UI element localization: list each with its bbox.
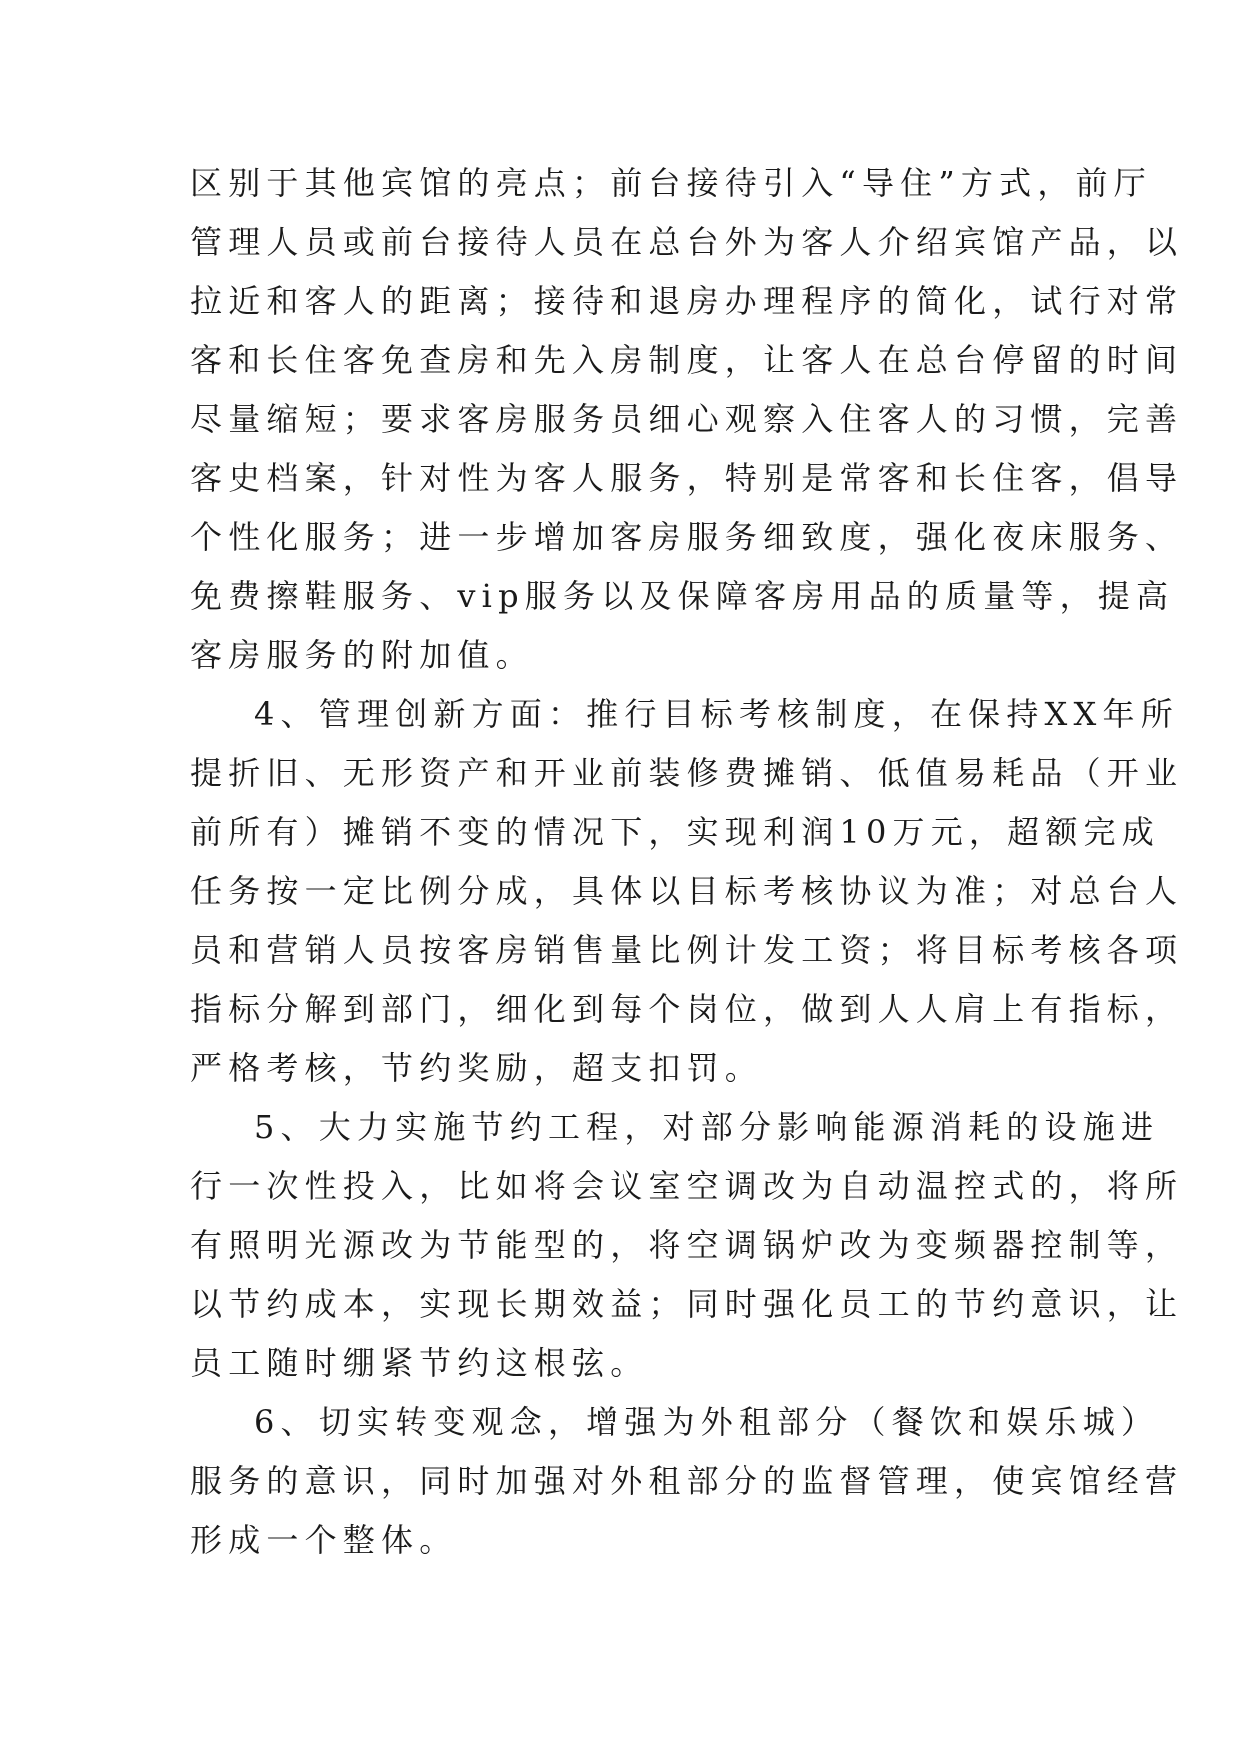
text-line: 前所有）摊销不变的情况下，实现利润10万元，超额完成 — [190, 813, 1160, 851]
paragraph-5-first-line: 5、大力实施节约工程，对部分影响能源消耗的设施进 — [254, 1108, 1160, 1146]
text-line: 指标分解到部门，细化到每个岗位，做到人人肩上有指标， — [190, 990, 1184, 1028]
paragraph-6-first-line: 6、切实转变观念，增强为外租部分（餐饮和娱乐城） — [254, 1403, 1160, 1441]
text-line: 员工随时绷紧节约这根弦。 — [190, 1344, 649, 1382]
text-line: 有照明光源改为节能型的，将空调锅炉改为变频器控制等， — [190, 1226, 1184, 1264]
text-line: 严格考核，节约奖励，超支扣罚。 — [190, 1049, 764, 1087]
text-line: 服务的意识，同时加强对外租部分的监督管理，使宾馆经营 — [190, 1462, 1184, 1500]
text-line: 客史档案，针对性为客人服务，特别是常客和长住客，倡导 — [190, 459, 1184, 497]
text-line: 形成一个整体。 — [190, 1521, 458, 1559]
text-line: 客房服务的附加值。 — [190, 636, 534, 674]
document-body — [190, 154, 1184, 1570]
text-line: 任务按一定比例分成，具体以目标考核协议为准；对总台人 — [190, 872, 1184, 910]
text-line: 拉近和客人的距离；接待和退房办理程序的简化，试行对常 — [190, 282, 1184, 320]
text-line: 管理人员或前台接待人员在总台外为客人介绍宾馆产品，以 — [190, 223, 1184, 261]
text-line: 以节约成本，实现长期效益；同时强化员工的节约意识，让 — [190, 1285, 1184, 1323]
text-line: 员和营销人员按客房销售量比例计发工资；将目标考核各项 — [190, 931, 1184, 969]
text-line: 客和长住客免查房和先入房制度，让客人在总台停留的时间 — [190, 341, 1184, 379]
text-line: 行一次性投入，比如将会议室空调改为自动温控式的，将所 — [190, 1167, 1184, 1205]
text-line: 尽量缩短；要求客房服务员细心观察入住客人的习惯，完善 — [190, 400, 1184, 438]
text-line: 免费擦鞋服务、vip服务以及保障客房用品的质量等，提高 — [190, 577, 1175, 615]
text-line: 区别于其他宾馆的亮点；前台接待引入“导住”方式，前厅 — [190, 164, 1152, 202]
text-line: 提折旧、无形资产和开业前装修费摊销、低值易耗品（开业 — [190, 754, 1184, 792]
text-line: 个性化服务；进一步增加客房服务细致度，强化夜床服务、 — [190, 518, 1184, 556]
paragraph-4-first-line: 4、管理创新方面：推行目标考核制度，在保持XX年所 — [254, 695, 1179, 733]
